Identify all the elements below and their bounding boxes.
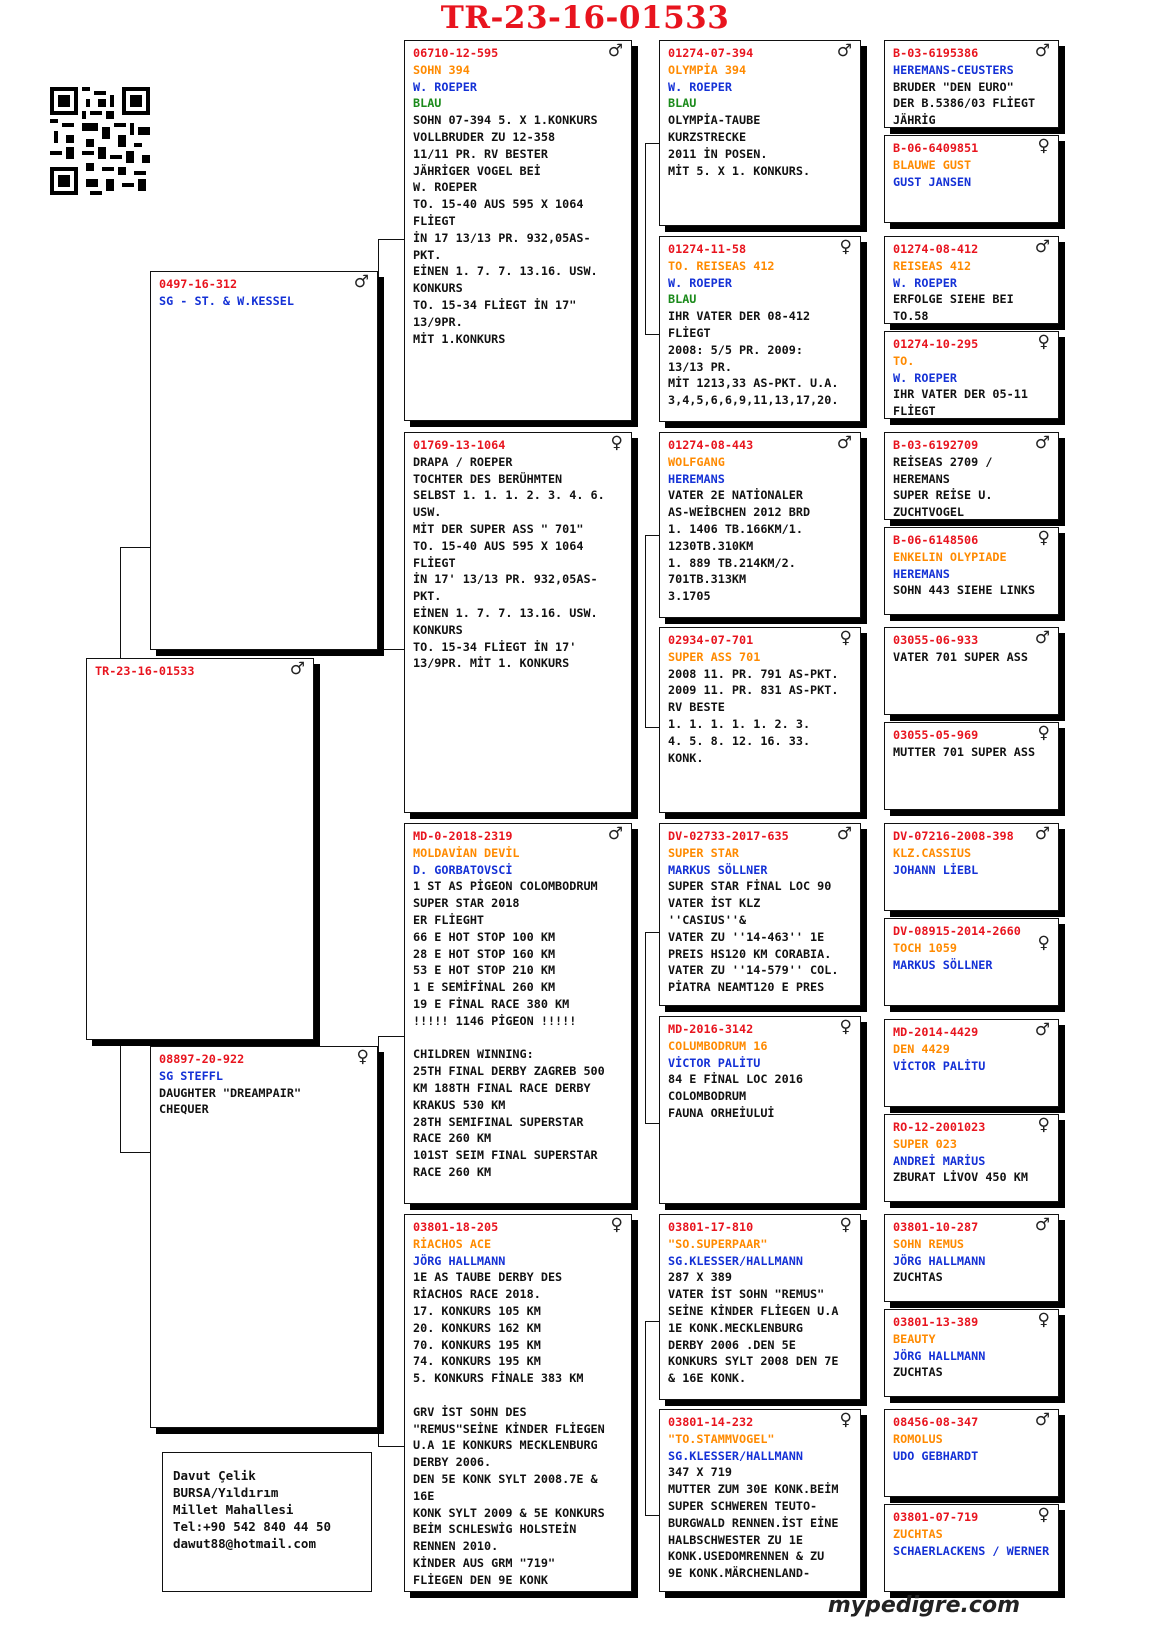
notes: DAUGHTER "DREAMPAIR" CHEQUER	[159, 1085, 302, 1117]
female-icon: ♀	[610, 433, 623, 453]
pigeon-name: WOLFGANG	[668, 454, 725, 469]
pigeon-name: TO. REISEAS 412	[668, 258, 775, 273]
pigeon-sddd[interactable]	[884, 722, 1059, 810]
ring-number: 03801-07-719	[893, 1510, 979, 1524]
notes: ZBURAT LİVOV 450 KM	[893, 1170, 1028, 1185]
breeder-contact-name: Davut Çelik	[173, 1468, 256, 1483]
ring-number: 03801-17-810	[668, 1220, 754, 1234]
ring-number: 01274-10-295	[893, 337, 979, 351]
pigeon-color: BLAU	[668, 292, 697, 307]
breeder-name: W. ROEPER	[413, 79, 477, 94]
pigeon-name: SUPER STAR	[668, 845, 740, 860]
qr-code-icon	[50, 86, 150, 196]
female-icon: ♀	[610, 1215, 623, 1235]
female-icon: ♀	[839, 237, 852, 257]
female-icon: ♀	[1037, 528, 1050, 548]
male-icon: ♂	[1034, 824, 1050, 844]
pigeon-ssdd[interactable]	[884, 331, 1059, 419]
male-icon: ♂	[607, 41, 623, 61]
connector-dam	[378, 1036, 405, 1447]
pigeon-ss[interactable]	[404, 40, 632, 421]
pigeon-sd[interactable]	[404, 432, 632, 813]
pigeon-ddsd[interactable]	[884, 1309, 1059, 1397]
pigeon-dsss[interactable]	[884, 823, 1059, 911]
ring-number: 03801-10-287	[893, 1220, 979, 1234]
breeder-name: W. ROEPER	[668, 275, 732, 290]
pigeon-name: SUPER 023	[893, 1136, 957, 1151]
breeder-name: SCHAERLACKENS / WERNER	[893, 1543, 1050, 1558]
pigeon-name: RİACHOS ACE	[413, 1236, 492, 1251]
ring-number: B-06-6409851	[893, 141, 979, 155]
breeder-name: VİCTOR PALİTU	[893, 1058, 986, 1073]
notes: SOHN 07-394 5. X 1.KONKURS VOLLBRUDER ZU 12-358 11/11 PR. RV BESTER JÄHRİGER VOGEL BEİ W. ROEPER TO. 15-40 AUS 595 X 1064 FLİEGT İN 17 13/13 PR. 932,05AS- PKT. EİNEN 1. 7. 7. 13.16. USW. KONKURS TO. 15-34 FLİEGT İN 17" 13/9PR. MİT 1.KONKURS	[413, 113, 598, 346]
pigeon-subject[interactable]	[86, 658, 314, 1040]
male-icon: ♂	[353, 272, 369, 292]
notes: REİSEAS 2709 / HEREMANS SUPER REİSE U. ZUCHTVOGEL	[893, 454, 993, 520]
breeder-contact-phone: Tel:+90 542 840 44 50	[173, 1519, 332, 1534]
pigeon-dd[interactable]	[404, 1214, 632, 1592]
ring-number: RO-12-2001023	[893, 1120, 986, 1134]
pigeon-color: BLAU	[413, 96, 442, 111]
notes: 84 E FİNAL LOC 2016 COLOMBODRUM FAUNA ORHEİULUİ	[668, 1072, 803, 1120]
breeder-contact-email[interactable]: dawut88@hotmail.com	[173, 1536, 316, 1551]
female-icon: ♀	[839, 1410, 852, 1430]
male-icon: ♂	[289, 659, 305, 679]
breeder-name: SG.KLESSER/HALLMANN	[668, 1253, 803, 1268]
breeder-contact	[162, 1452, 372, 1592]
pigeon-sds[interactable]	[659, 432, 861, 618]
breeder-contact-city: BURSA/Yıldırım	[173, 1485, 279, 1500]
ring-number: 02934-07-701	[668, 633, 754, 647]
notes: ZUCHTAS	[893, 1270, 943, 1285]
ring-number: 01274-07-394	[668, 46, 754, 60]
pigeon-name: ROMOLUS	[893, 1431, 943, 1446]
female-icon: ♀	[1037, 136, 1050, 156]
pigeon-name: MOLDAVİAN DEVİL	[413, 845, 520, 860]
breeder-name: JOHANN LİEBL	[893, 862, 979, 877]
pigeon-name: BLAUWE GUST	[893, 157, 972, 172]
ring-number: DV-07216-2008-398	[893, 829, 1014, 843]
ring-number: B-03-6192709	[893, 438, 979, 452]
notes: VATER 701 SUPER ASS	[893, 649, 1028, 664]
ring-number: B-03-6195386	[893, 46, 979, 60]
ring-number: 01274-11-58	[668, 242, 747, 256]
pigeon-name: ZUCHTAS	[893, 1526, 943, 1541]
ring-number: 0497-16-312	[159, 277, 238, 291]
male-icon: ♂	[1034, 1215, 1050, 1235]
ring-number: 03801-18-205	[413, 1220, 499, 1234]
female-icon: ♀	[1037, 1310, 1050, 1330]
ring-number: 01769-13-1064	[413, 438, 506, 452]
notes: 1 ST AS PİGEON COLOMBODRUM SUPER STAR 2018 ER FLİEGHT 66 E HOT STOP 100 KM 28 E HOT STOP 160 KM 53 E HOT STOP 210 KM 1 E SEMİFİNAL 260 KM 19 E FİNAL RACE 380 KM !!!!! 1146 PİGEON !!!!! CHILDREN WINNING: 25TH FINAL DERBY ZAGREB 500 KM 188TH FINAL RACE DERBY KRAKUS 530 KM 28TH SEMIFINAL SUPERSTAR RACE 260 KM 101ST SEIM FINAL SUPERSTAR RACE 260 KM	[413, 879, 605, 1179]
pigeon-name: SOHN REMUS	[893, 1236, 965, 1251]
pigeon-name: DEN 4429	[893, 1041, 950, 1056]
notes: DRAPA / ROEPER TOCHTER DES BERÜHMTEN SELBST 1. 1. 1. 2. 3. 4. 6. USW. MİT DER SUPER ASS " 701" TO. 15-40 AUS 595 X 1064 FLİEGT İN 17' 13/13 PR. 932,05AS- PKT. EİNEN 1. 7. 7. 13.16. USW. KONKURS TO. 15-34 FLİEGT İN 17' 13/9PR. MİT 1. KONKURS	[413, 454, 605, 671]
notes: SOHN 443 SIEHE LINKS	[893, 583, 1036, 598]
breeder-name: HEREMANS	[668, 471, 725, 486]
brand-logo-text[interactable]: mypedigre.com	[827, 1593, 1020, 1618]
male-icon: ♂	[836, 433, 852, 453]
pigeon-name: KLZ.CASSIUS	[893, 845, 972, 860]
breeder-name: W. ROEPER	[893, 275, 957, 290]
notes: MUTTER 701 SUPER ASS	[893, 744, 1036, 759]
pigeon-dssd[interactable]	[884, 918, 1059, 1006]
breeder-name: W. ROEPER	[893, 370, 957, 385]
notes: BRUDER "DEN EURO" DER B.5386/03 FLİEGT JÄHRİG	[893, 79, 1036, 128]
female-icon: ♀	[839, 1017, 852, 1037]
male-icon: ♂	[1034, 628, 1050, 648]
ring-number: 08456-08-347	[893, 1415, 979, 1429]
male-icon: ♂	[1034, 237, 1050, 257]
pigeon-ssds[interactable]	[884, 236, 1059, 324]
female-icon: ♀	[1037, 933, 1050, 953]
ring-number: DV-08915-2014-2660	[893, 924, 1021, 938]
pigeon-dddd[interactable]	[884, 1504, 1059, 1592]
pigeon-sdd[interactable]	[659, 627, 861, 813]
notes: SUPER STAR FİNAL LOC 90 VATER İST KLZ ''CASIUS''& VATER ZU ''14-463'' 1E PREIS HS120 KM CORABIA. VATER ZU ''14-579'' COL. PİATRA NEAMT120 E PRES	[668, 879, 839, 995]
ring-number: MD-0-2018-2319	[413, 829, 513, 843]
page-title: TR-23-16-01533	[440, 0, 730, 36]
pigeon-dss[interactable]	[659, 823, 861, 1006]
pigeon-name: TO.	[893, 353, 915, 368]
pigeon-sire[interactable]	[150, 271, 378, 650]
breeder-name: W. ROEPER	[668, 79, 732, 94]
ring-number: 01274-08-443	[668, 438, 754, 452]
pigeon-name: ENKELIN OLYPIADE	[893, 549, 1007, 564]
male-icon: ♂	[836, 41, 852, 61]
breeder-name: SG STEFFL	[159, 1068, 223, 1083]
ring-number: MD-2016-3142	[668, 1022, 754, 1036]
female-icon: ♀	[1037, 723, 1050, 743]
breeder-name: SG - ST. & W.KESSEL	[159, 293, 294, 308]
ring-number: 03055-06-933	[893, 633, 979, 647]
breeder-name: VİCTOR PALİTU	[668, 1055, 761, 1070]
notes: 347 X 719 MUTTER ZUM 30E KONK.BEİM SUPER SCHWEREN TEUTO- BURGWALD RENNEN.İST EİNE HALBSCHWESTER ZU 1E KONK.USEDOMRENNEN & ZU 9E KONK.MÄRCHENLAND-	[668, 1465, 839, 1581]
ring-number: 01274-08-412	[893, 242, 979, 256]
female-icon: ♀	[1037, 332, 1050, 352]
pigeon-name: OLYMPİA 394	[668, 62, 747, 77]
pigeon-sss[interactable]	[659, 40, 861, 226]
ring-number: B-06-6148506	[893, 533, 979, 547]
male-icon: ♂	[1034, 41, 1050, 61]
male-icon: ♂	[836, 824, 852, 844]
pigeon-sdds[interactable]	[884, 627, 1059, 715]
notes: OLYMPİA-TAUBE KURZSTRECKE 2011 İN POSEN. MİT 5. X 1. KONKURS.	[668, 113, 811, 178]
pigeon-ddds[interactable]	[884, 1409, 1059, 1497]
pigeon-ddd[interactable]	[659, 1409, 861, 1592]
pigeon-name: "SO.SUPERPAAR"	[668, 1236, 768, 1251]
pigeon-name: TOCH 1059	[893, 940, 957, 955]
breeder-name: UDO GEBHARDT	[893, 1448, 979, 1463]
breeder-name: JÖRG HALLMANN	[893, 1348, 986, 1363]
pigeon-name: REISEAS 412	[893, 258, 972, 273]
male-icon: ♂	[1034, 1410, 1050, 1430]
pigeon-sdss[interactable]	[884, 432, 1059, 520]
connector-dd	[645, 1321, 660, 1516]
notes: 287 X 389 VATER İST SOHN "REMUS" SEİNE KİNDER FLİEGEN U.A 1E KONK.MECKLENBURG DERBY 2006 .DEN 5E KONKURS SYLT 2008 DEN 7E & 16E KONK.	[668, 1270, 839, 1386]
female-icon: ♀	[356, 1047, 369, 1067]
male-icon: ♂	[1034, 433, 1050, 453]
ring-number: TR-23-16-01533	[95, 664, 195, 678]
breeder-name: JÖRG HALLMANN	[893, 1253, 986, 1268]
breeder-name: MARKUS SÖLLNER	[893, 957, 993, 972]
notes: IHR VATER DER 05-11 FLİEGT	[893, 387, 1028, 419]
notes: ERFOLGE SIEHE BEI TO.58	[893, 292, 1014, 324]
female-icon: ♀	[839, 628, 852, 648]
ring-number: 03801-14-232	[668, 1415, 754, 1429]
breeder-name: MARKUS SÖLLNER	[668, 862, 768, 877]
notes: 2008 11. PR. 791 AS-PKT. 2009 11. PR. 831 AS-PKT. RV BESTE 1. 1. 1. 1. 1. 2. 3. 4. 5. 8. 12. 16. 33. KONK.	[668, 666, 839, 765]
connector-ds	[645, 932, 660, 1124]
male-icon: ♂	[1034, 1020, 1050, 1040]
breeder-name: JÖRG HALLMANN	[413, 1253, 506, 1268]
breeder-name: GUST JANSEN	[893, 174, 972, 189]
pigeon-name: BEAUTY	[893, 1331, 936, 1346]
ring-number: 03055-05-969	[893, 728, 979, 742]
male-icon: ♂	[607, 824, 623, 844]
pigeon-ddss[interactable]	[884, 1214, 1059, 1302]
pigeon-name: COLUMBODRUM 16	[668, 1038, 768, 1053]
pigeon-ssss[interactable]	[884, 40, 1059, 128]
pigeon-dsdd[interactable]	[884, 1114, 1059, 1202]
connector-ss	[645, 143, 660, 335]
pigeon-name: SOHN 394	[413, 62, 470, 77]
female-icon: ♀	[1037, 1115, 1050, 1135]
pigeon-dsd[interactable]	[659, 1016, 861, 1204]
notes: IHR VATER DER 08-412 FLİEGT 2008: 5/5 PR. 2009: 13/13 PR. MİT 1213,33 AS-PKT. U.A. 3,4,5,6,6,9,11,13,17,20.	[668, 309, 839, 408]
ring-number: 03801-13-389	[893, 1315, 979, 1329]
breeder-name: SG.KLESSER/HALLMANN	[668, 1448, 803, 1463]
pigeon-color: BLAU	[668, 96, 697, 111]
ring-number: 08897-20-922	[159, 1052, 245, 1066]
female-icon: ♀	[1037, 1505, 1050, 1525]
female-icon: ♀	[839, 1215, 852, 1235]
pigeon-dsds[interactable]	[884, 1019, 1059, 1107]
notes: 1E AS TAUBE DERBY DES RİACHOS RACE 2018. 17. KONKURS 105 KM 20. KONKURS 162 KM 70. KONKURS 195 KM 74. KONKURS 195 KM 5. KONKURS FİNALE 383 KM GRV İST SOHN DES "REMUS"SEİNE KİNDER FLİEGEN U.A 1E KONKURS MECKLENBURG DERBY 2006. DEN 5E KONK SYLT 2008.7E & 16E KONK SYLT 2009 & 5E KONKURS BEİM SCHLESWİG HOLSTEİN RENNEN 2010. KİNDER AUS GRM "719" FLİEGEN DEN 9E KONK	[413, 1270, 605, 1587]
notes: VATER 2E NATİONALER AS-WEİBCHEN 2012 BRD 1. 1406 TB.166KM/1. 1230TB.310KM 1. 889 TB.214KM/2. 701TB.313KM 3.1705	[668, 488, 811, 604]
pigeon-ds[interactable]	[404, 823, 632, 1204]
ring-number: DV-02733-2017-635	[668, 829, 789, 843]
pigeon-sdsd[interactable]	[884, 527, 1059, 615]
connector-sd	[645, 535, 660, 728]
breeder-contact-district: Millet Mahallesi	[173, 1502, 294, 1517]
breeder-name: ANDREİ MARİUS	[893, 1153, 986, 1168]
pigeon-sssd[interactable]	[884, 135, 1059, 223]
pigeon-name: "TO.STAMMVOGEL"	[668, 1431, 775, 1446]
notes: ZUCHTAS	[893, 1365, 943, 1380]
pigeon-ssd[interactable]	[659, 236, 861, 422]
breeder-name: D. GORBATOVSCİ	[413, 862, 513, 877]
connector-sire	[378, 239, 405, 650]
pigeon-dds[interactable]	[659, 1214, 861, 1400]
pigeon-dam[interactable]	[150, 1046, 378, 1428]
breeder-name: HEREMANS	[893, 566, 950, 581]
pigeon-name: SUPER ASS 701	[668, 649, 761, 664]
ring-number: MD-2014-4429	[893, 1025, 979, 1039]
ring-number: 06710-12-595	[413, 46, 499, 60]
breeder-name: HEREMANS-CEUSTERS	[893, 62, 1014, 77]
